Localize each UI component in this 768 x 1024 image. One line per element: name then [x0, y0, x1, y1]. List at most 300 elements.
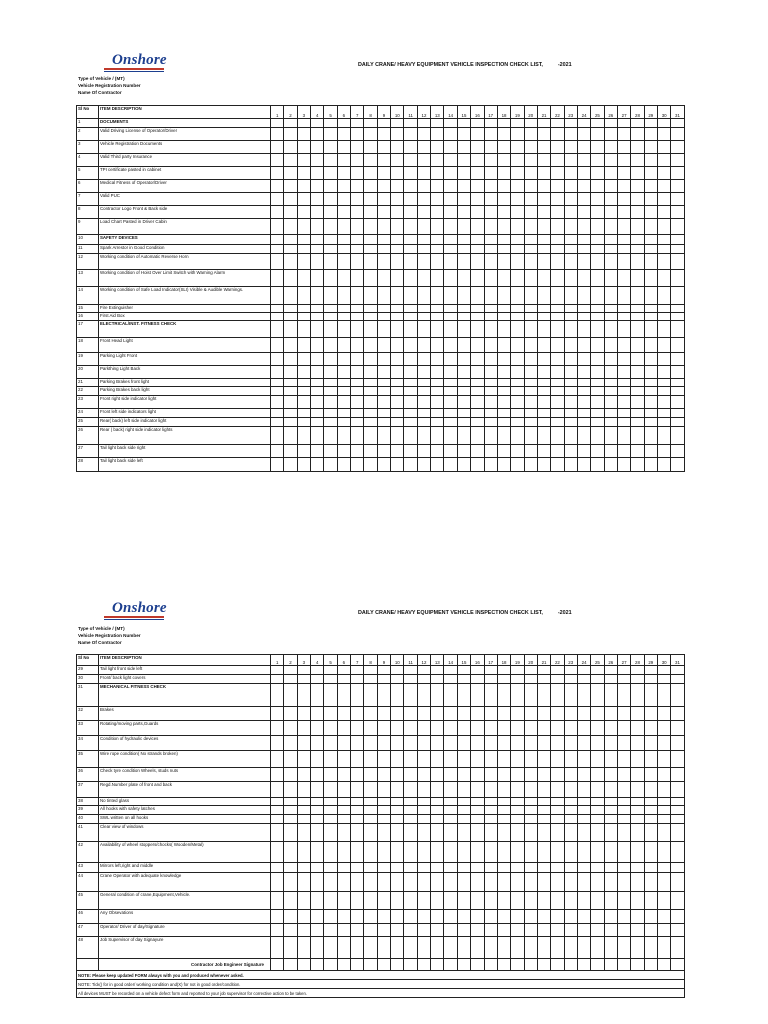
check-cell[interactable] — [591, 675, 604, 684]
check-cell[interactable] — [337, 736, 350, 751]
check-cell[interactable] — [431, 721, 444, 736]
check-cell[interactable] — [364, 128, 377, 141]
check-cell[interactable] — [351, 409, 364, 418]
check-cell[interactable] — [271, 418, 284, 427]
check-cell[interactable] — [324, 892, 337, 910]
check-cell[interactable] — [671, 684, 684, 707]
check-cell[interactable] — [311, 751, 324, 768]
check-cell[interactable] — [364, 427, 377, 445]
check-cell[interactable] — [364, 824, 377, 842]
check-cell[interactable] — [284, 305, 297, 313]
check-cell[interactable] — [537, 418, 550, 427]
check-cell[interactable] — [417, 167, 430, 180]
check-cell[interactable] — [457, 313, 470, 321]
check-cell[interactable] — [284, 666, 297, 675]
check-cell[interactable] — [324, 379, 337, 387]
check-cell[interactable] — [284, 287, 297, 305]
check-cell[interactable] — [511, 235, 524, 245]
check-cell[interactable] — [364, 418, 377, 427]
check-cell[interactable] — [377, 892, 390, 910]
check-cell[interactable] — [271, 245, 284, 254]
check-cell[interactable] — [404, 798, 417, 806]
check-cell[interactable] — [311, 721, 324, 736]
check-cell[interactable] — [351, 751, 364, 768]
check-cell[interactable] — [417, 305, 430, 313]
check-cell[interactable] — [444, 245, 457, 254]
check-cell[interactable] — [564, 387, 577, 396]
check-cell[interactable] — [511, 824, 524, 842]
check-cell[interactable] — [511, 458, 524, 472]
check-cell[interactable] — [391, 873, 404, 892]
check-cell[interactable] — [444, 396, 457, 409]
check-cell[interactable] — [297, 409, 310, 418]
check-cell[interactable] — [457, 815, 470, 824]
check-cell[interactable] — [377, 366, 390, 379]
check-cell[interactable] — [564, 458, 577, 472]
check-cell[interactable] — [497, 806, 510, 815]
check-cell[interactable] — [284, 180, 297, 193]
check-cell[interactable] — [311, 409, 324, 418]
check-cell[interactable] — [364, 798, 377, 806]
check-cell[interactable] — [577, 736, 590, 751]
check-cell[interactable] — [471, 863, 484, 873]
check-cell[interactable] — [644, 458, 657, 472]
check-cell[interactable] — [604, 245, 617, 254]
check-cell[interactable] — [497, 924, 510, 937]
check-cell[interactable] — [671, 219, 684, 235]
check-cell[interactable] — [657, 798, 670, 806]
check-cell[interactable] — [457, 427, 470, 445]
check-cell[interactable] — [431, 180, 444, 193]
check-cell[interactable] — [284, 675, 297, 684]
check-cell[interactable] — [577, 313, 590, 321]
check-cell[interactable] — [657, 937, 670, 959]
check-cell[interactable] — [577, 180, 590, 193]
check-cell[interactable] — [324, 798, 337, 806]
check-cell[interactable] — [524, 219, 537, 235]
check-cell[interactable] — [644, 219, 657, 235]
check-cell[interactable] — [271, 141, 284, 154]
check-cell[interactable] — [551, 675, 564, 684]
check-cell[interactable] — [484, 842, 497, 863]
check-cell[interactable] — [511, 842, 524, 863]
check-cell[interactable] — [644, 128, 657, 141]
check-cell[interactable] — [337, 892, 350, 910]
check-cell[interactable] — [604, 167, 617, 180]
check-cell[interactable] — [364, 193, 377, 206]
check-cell[interactable] — [671, 842, 684, 863]
check-cell[interactable] — [577, 707, 590, 721]
check-cell[interactable] — [391, 206, 404, 219]
check-cell[interactable] — [471, 270, 484, 287]
check-cell[interactable] — [471, 193, 484, 206]
check-cell[interactable] — [484, 313, 497, 321]
check-cell[interactable] — [431, 313, 444, 321]
check-cell[interactable] — [324, 305, 337, 313]
check-cell[interactable] — [364, 338, 377, 353]
check-cell[interactable] — [577, 824, 590, 842]
check-cell[interactable] — [617, 141, 630, 154]
check-cell[interactable] — [377, 141, 390, 154]
check-cell[interactable] — [444, 119, 457, 128]
check-cell[interactable] — [324, 154, 337, 167]
check-cell[interactable] — [657, 119, 670, 128]
check-cell[interactable] — [644, 287, 657, 305]
check-cell[interactable] — [391, 721, 404, 736]
check-cell[interactable] — [471, 806, 484, 815]
check-cell[interactable] — [377, 235, 390, 245]
check-cell[interactable] — [271, 154, 284, 167]
check-cell[interactable] — [324, 924, 337, 937]
check-cell[interactable] — [604, 736, 617, 751]
check-cell[interactable] — [284, 445, 297, 458]
check-cell[interactable] — [631, 287, 644, 305]
check-cell[interactable] — [471, 154, 484, 167]
check-cell[interactable] — [671, 675, 684, 684]
check-cell[interactable] — [471, 235, 484, 245]
check-cell[interactable] — [657, 445, 670, 458]
signature-cell[interactable] — [671, 959, 684, 971]
check-cell[interactable] — [631, 321, 644, 338]
check-cell[interactable] — [417, 721, 430, 736]
check-cell[interactable] — [497, 180, 510, 193]
check-cell[interactable] — [671, 815, 684, 824]
check-cell[interactable] — [537, 824, 550, 842]
check-cell[interactable] — [444, 842, 457, 863]
check-cell[interactable] — [324, 751, 337, 768]
check-cell[interactable] — [391, 666, 404, 675]
check-cell[interactable] — [284, 353, 297, 366]
check-cell[interactable] — [457, 193, 470, 206]
check-cell[interactable] — [444, 270, 457, 287]
check-cell[interactable] — [431, 409, 444, 418]
check-cell[interactable] — [444, 892, 457, 910]
check-cell[interactable] — [311, 863, 324, 873]
check-cell[interactable] — [364, 287, 377, 305]
check-cell[interactable] — [417, 806, 430, 815]
check-cell[interactable] — [271, 313, 284, 321]
check-cell[interactable] — [457, 445, 470, 458]
check-cell[interactable] — [284, 892, 297, 910]
check-cell[interactable] — [591, 418, 604, 427]
check-cell[interactable] — [351, 219, 364, 235]
check-cell[interactable] — [311, 824, 324, 842]
check-cell[interactable] — [644, 313, 657, 321]
check-cell[interactable] — [364, 366, 377, 379]
check-cell[interactable] — [404, 387, 417, 396]
check-cell[interactable] — [297, 245, 310, 254]
check-cell[interactable] — [577, 167, 590, 180]
check-cell[interactable] — [484, 806, 497, 815]
check-cell[interactable] — [551, 206, 564, 219]
check-cell[interactable] — [551, 396, 564, 409]
check-cell[interactable] — [511, 910, 524, 924]
check-cell[interactable] — [297, 707, 310, 721]
check-cell[interactable] — [431, 666, 444, 675]
check-cell[interactable] — [351, 806, 364, 815]
check-cell[interactable] — [417, 924, 430, 937]
check-cell[interactable] — [631, 842, 644, 863]
check-cell[interactable] — [444, 254, 457, 270]
check-cell[interactable] — [524, 721, 537, 736]
check-cell[interactable] — [391, 842, 404, 863]
check-cell[interactable] — [671, 206, 684, 219]
check-cell[interactable] — [577, 235, 590, 245]
check-cell[interactable] — [431, 892, 444, 910]
check-cell[interactable] — [591, 409, 604, 418]
check-cell[interactable] — [564, 167, 577, 180]
check-cell[interactable] — [351, 254, 364, 270]
check-cell[interactable] — [351, 119, 364, 128]
check-cell[interactable] — [497, 427, 510, 445]
check-cell[interactable] — [284, 141, 297, 154]
check-cell[interactable] — [337, 206, 350, 219]
check-cell[interactable] — [591, 751, 604, 768]
check-cell[interactable] — [551, 666, 564, 675]
check-cell[interactable] — [391, 245, 404, 254]
check-cell[interactable] — [324, 141, 337, 154]
check-cell[interactable] — [391, 270, 404, 287]
check-cell[interactable] — [324, 245, 337, 254]
check-cell[interactable] — [497, 798, 510, 806]
check-cell[interactable] — [564, 379, 577, 387]
check-cell[interactable] — [284, 751, 297, 768]
check-cell[interactable] — [591, 842, 604, 863]
check-cell[interactable] — [377, 910, 390, 924]
check-cell[interactable] — [284, 418, 297, 427]
check-cell[interactable] — [364, 873, 377, 892]
check-cell[interactable] — [631, 666, 644, 675]
check-cell[interactable] — [444, 154, 457, 167]
check-cell[interactable] — [337, 141, 350, 154]
signature-cell[interactable] — [404, 959, 417, 971]
check-cell[interactable] — [271, 379, 284, 387]
check-cell[interactable] — [337, 937, 350, 959]
check-cell[interactable] — [657, 873, 670, 892]
check-cell[interactable] — [337, 396, 350, 409]
check-cell[interactable] — [617, 798, 630, 806]
check-cell[interactable] — [484, 924, 497, 937]
check-cell[interactable] — [444, 782, 457, 798]
check-cell[interactable] — [577, 445, 590, 458]
check-cell[interactable] — [471, 684, 484, 707]
check-cell[interactable] — [431, 806, 444, 815]
check-cell[interactable] — [297, 684, 310, 707]
check-cell[interactable] — [484, 305, 497, 313]
check-cell[interactable] — [417, 910, 430, 924]
check-cell[interactable] — [631, 119, 644, 128]
check-cell[interactable] — [404, 684, 417, 707]
check-cell[interactable] — [511, 305, 524, 313]
check-cell[interactable] — [471, 892, 484, 910]
check-cell[interactable] — [671, 379, 684, 387]
check-cell[interactable] — [337, 666, 350, 675]
check-cell[interactable] — [604, 366, 617, 379]
check-cell[interactable] — [284, 235, 297, 245]
check-cell[interactable] — [364, 254, 377, 270]
check-cell[interactable] — [364, 806, 377, 815]
check-cell[interactable] — [297, 721, 310, 736]
signature-cell[interactable] — [591, 959, 604, 971]
check-cell[interactable] — [404, 379, 417, 387]
check-cell[interactable] — [297, 270, 310, 287]
check-cell[interactable] — [324, 313, 337, 321]
signature-cell[interactable] — [497, 959, 510, 971]
check-cell[interactable] — [377, 154, 390, 167]
check-cell[interactable] — [577, 128, 590, 141]
check-cell[interactable] — [644, 427, 657, 445]
check-cell[interactable] — [657, 736, 670, 751]
check-cell[interactable] — [337, 409, 350, 418]
check-cell[interactable] — [404, 254, 417, 270]
check-cell[interactable] — [457, 235, 470, 245]
check-cell[interactable] — [324, 768, 337, 782]
check-cell[interactable] — [551, 154, 564, 167]
signature-cell[interactable] — [631, 959, 644, 971]
check-cell[interactable] — [591, 873, 604, 892]
check-cell[interactable] — [417, 409, 430, 418]
check-cell[interactable] — [604, 305, 617, 313]
check-cell[interactable] — [337, 798, 350, 806]
check-cell[interactable] — [604, 873, 617, 892]
check-cell[interactable] — [484, 193, 497, 206]
check-cell[interactable] — [297, 396, 310, 409]
check-cell[interactable] — [444, 167, 457, 180]
check-cell[interactable] — [404, 910, 417, 924]
check-cell[interactable] — [377, 245, 390, 254]
check-cell[interactable] — [577, 141, 590, 154]
check-cell[interactable] — [524, 824, 537, 842]
check-cell[interactable] — [337, 287, 350, 305]
check-cell[interactable] — [537, 815, 550, 824]
check-cell[interactable] — [311, 666, 324, 675]
check-cell[interactable] — [431, 305, 444, 313]
check-cell[interactable] — [617, 924, 630, 937]
check-cell[interactable] — [324, 353, 337, 366]
check-cell[interactable] — [377, 338, 390, 353]
check-cell[interactable] — [551, 863, 564, 873]
check-cell[interactable] — [364, 937, 377, 959]
check-cell[interactable] — [324, 270, 337, 287]
check-cell[interactable] — [631, 235, 644, 245]
check-cell[interactable] — [564, 366, 577, 379]
check-cell[interactable] — [511, 937, 524, 959]
check-cell[interactable] — [377, 924, 390, 937]
check-cell[interactable] — [577, 666, 590, 675]
check-cell[interactable] — [271, 305, 284, 313]
check-cell[interactable] — [537, 736, 550, 751]
check-cell[interactable] — [671, 287, 684, 305]
check-cell[interactable] — [417, 396, 430, 409]
check-cell[interactable] — [564, 721, 577, 736]
check-cell[interactable] — [671, 119, 684, 128]
check-cell[interactable] — [431, 751, 444, 768]
check-cell[interactable] — [617, 321, 630, 338]
check-cell[interactable] — [511, 154, 524, 167]
check-cell[interactable] — [564, 254, 577, 270]
check-cell[interactable] — [431, 768, 444, 782]
check-cell[interactable] — [404, 937, 417, 959]
check-cell[interactable] — [484, 180, 497, 193]
check-cell[interactable] — [271, 736, 284, 751]
check-cell[interactable] — [311, 768, 324, 782]
check-cell[interactable] — [617, 815, 630, 824]
check-cell[interactable] — [644, 798, 657, 806]
check-cell[interactable] — [311, 458, 324, 472]
check-cell[interactable] — [577, 684, 590, 707]
check-cell[interactable] — [497, 396, 510, 409]
check-cell[interactable] — [431, 458, 444, 472]
check-cell[interactable] — [484, 458, 497, 472]
check-cell[interactable] — [657, 418, 670, 427]
check-cell[interactable] — [631, 782, 644, 798]
check-cell[interactable] — [631, 128, 644, 141]
check-cell[interactable] — [311, 180, 324, 193]
check-cell[interactable] — [284, 863, 297, 873]
check-cell[interactable] — [524, 206, 537, 219]
check-cell[interactable] — [524, 782, 537, 798]
check-cell[interactable] — [537, 396, 550, 409]
check-cell[interactable] — [444, 418, 457, 427]
check-cell[interactable] — [577, 387, 590, 396]
check-cell[interactable] — [297, 782, 310, 798]
check-cell[interactable] — [564, 287, 577, 305]
check-cell[interactable] — [511, 366, 524, 379]
check-cell[interactable] — [591, 782, 604, 798]
check-cell[interactable] — [444, 684, 457, 707]
check-cell[interactable] — [497, 842, 510, 863]
check-cell[interactable] — [537, 721, 550, 736]
check-cell[interactable] — [644, 666, 657, 675]
check-cell[interactable] — [591, 736, 604, 751]
check-cell[interactable] — [644, 863, 657, 873]
check-cell[interactable] — [657, 842, 670, 863]
check-cell[interactable] — [591, 863, 604, 873]
check-cell[interactable] — [404, 235, 417, 245]
check-cell[interactable] — [524, 167, 537, 180]
check-cell[interactable] — [644, 806, 657, 815]
check-cell[interactable] — [444, 193, 457, 206]
check-cell[interactable] — [431, 141, 444, 154]
check-cell[interactable] — [591, 427, 604, 445]
check-cell[interactable] — [657, 427, 670, 445]
check-cell[interactable] — [617, 824, 630, 842]
check-cell[interactable] — [671, 824, 684, 842]
check-cell[interactable] — [551, 338, 564, 353]
check-cell[interactable] — [364, 141, 377, 154]
check-cell[interactable] — [311, 445, 324, 458]
check-cell[interactable] — [617, 338, 630, 353]
check-cell[interactable] — [671, 892, 684, 910]
check-cell[interactable] — [631, 313, 644, 321]
check-cell[interactable] — [457, 824, 470, 842]
check-cell[interactable] — [431, 707, 444, 721]
check-cell[interactable] — [377, 445, 390, 458]
check-cell[interactable] — [404, 396, 417, 409]
check-cell[interactable] — [377, 721, 390, 736]
check-cell[interactable] — [644, 409, 657, 418]
check-cell[interactable] — [604, 798, 617, 806]
check-cell[interactable] — [537, 458, 550, 472]
check-cell[interactable] — [297, 924, 310, 937]
check-cell[interactable] — [604, 910, 617, 924]
check-cell[interactable] — [404, 666, 417, 675]
check-cell[interactable] — [484, 396, 497, 409]
check-cell[interactable] — [417, 458, 430, 472]
check-cell[interactable] — [417, 427, 430, 445]
check-cell[interactable] — [484, 235, 497, 245]
check-cell[interactable] — [417, 751, 430, 768]
